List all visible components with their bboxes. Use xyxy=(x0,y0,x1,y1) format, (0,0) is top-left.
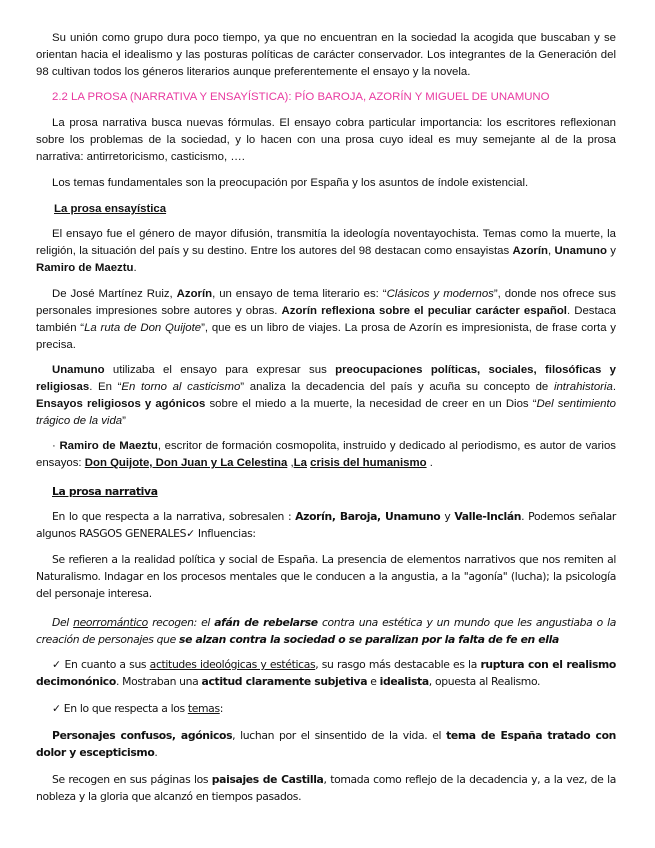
paragraph-azorin: De José Martínez Ruiz, Azorín, un ensayo de tema literario es: “Clásicos y modernos”, donde nos ofrece sus personales impresiones sobre autores y obras. Azorín reflexiona sobre el peculiar carácter español. Destaca también “La ruta de Don Quijote”, que es un libro de viajes. La prosa de Azorín es impresionista, de frase corta y precisa. xyxy=(36,288,617,351)
subheading-prosa-narrativa: La prosa narrativa xyxy=(52,485,158,498)
paragraph-paisajes: Se recogen en sus páginas los paisajes de Castilla, tomada como reflejo de la decadencia y, a la vez, de la nobleza y la gloria que alcanzó en tiempos pasados. xyxy=(36,773,616,803)
check-icon: ✓ xyxy=(186,527,195,540)
paragraph-maeztu: · Ramiro de Maeztu, escritor de formación cosmopolita, instruido y dedicado al periodismo, es autor de varios ensayos: Don Quijote, Don Juan y La Celestina ,La crisis del humanismo . xyxy=(36,440,616,469)
paragraph-unamuno: Unamuno utilizaba el ensayo para expresar sus preocupaciones políticas, sociales, filosóficas y religiosas. En “En torno al casticismo” analiza la decadencia del país y acuña su concepto de intrahistoria. Ensayos religiosos y agónicos sobre el miedo a la muerte, la necesidad de creer en un Dios “Del sentimiento trágico de la vida” xyxy=(36,364,617,427)
paragraph-narrativa-autores: En lo que respecta a la narrativa, sobresalen : Azorín, Baroja, Unamuno y Valle-Inclán. Podemos señalar algunos RASGOS GENERALES✓ Influencias: xyxy=(36,510,616,540)
paragraph-neorromantico: Del neorromántico recogen: el afán de rebelarse contra una estética y un mundo que les angustiaba o la creación de personajes que se alzan contra la sociedad o se paralizan por la falta de fe en ella xyxy=(36,616,616,646)
paragraph-ensayo-difusion: El ensayo fue el género de mayor difusión, transmitía la ideología noventayochista. Temas como la muerte, la religión, la situación del país y su destino. Entre los autores del 98 destacan como ensayistas Azorín, Unamuno y Ramiro de Maeztu. xyxy=(36,228,616,274)
title-ruta-quijote: La ruta de Don Quijote xyxy=(84,322,202,334)
title-clasicos-modernos: Clásicos y modernos xyxy=(386,288,494,300)
author-maeztu: Ramiro de Maeztu xyxy=(36,262,134,274)
paragraph-personajes: Personajes confusos, agónicos, luchan por el sinsentido de la vida. el tema de España tratado con dolor y escepticismo. xyxy=(36,729,616,759)
subheading-prosa-ensayistica: La prosa ensayística xyxy=(54,203,167,215)
paragraph-actitudes: ✓ En cuanto a sus actitudes ideológicas y estéticas, su rasgo más destacable es la ruptura con el realismo decimonónico. Mostraban una actitud claramente subjetiva e idealista, opuesta al Realismo. xyxy=(36,658,616,688)
check-icon: ✓ xyxy=(52,658,62,671)
check-icon: ✓ xyxy=(52,702,61,715)
paragraph-influencias: Se refieren a la realidad política y social de España. La presencia de elementos narrativos que nos remiten al Naturalismo. Indagar en los procesos mentales que le conducen a la angustia, a la "agonía" (lucha); la psicología del personaje interesa. xyxy=(36,553,616,600)
paragraph-temas-label: ✓ En lo que respecta a los temas: xyxy=(52,702,224,715)
paragraph-temas-fundamentales: Los temas fundamentales son la preocupación por España y los asuntos de índole existencial. xyxy=(52,177,529,189)
author-azorin: Azorín xyxy=(512,245,548,257)
author-unamuno: Unamuno xyxy=(554,245,607,257)
title-sentimiento-tragico: Del sentimiento trágico de la vida xyxy=(36,398,617,427)
paragraph-generation-98: Su unión como grupo dura poco tiempo, ya que no encuentran en la sociedad la acogida que buscaban y se orientan hacia el idealismo y las posturas políticas de carácter conservador. Los integrantes de la Generación del 98 cultivan todos los géneros literarios aunque preferentemente el ensayo y la novela. xyxy=(36,32,616,78)
title-crisis-humanismo: crisis del humanismo xyxy=(310,457,427,469)
section-heading-prosa: 2.2 LA PROSA (NARRATIVA Y ENSAYÍSTICA): PÍO BAROJA, AZORÍN Y MIGUEL DE UNAMUNO xyxy=(52,91,550,103)
paragraph-prosa-intro: La prosa narrativa busca nuevas fórmulas. El ensayo cobra particular importancia: los escritores reflexionan sobre los problemas de la sociedad, y lo hacen con una prosa cuyo ideal es muy semejante al de la prosa narrativa: antirretoricismo, casticismo, …. xyxy=(36,117,616,163)
title-en-torno-casticismo: En torno al casticismo xyxy=(121,381,241,393)
title-don-quijote-don-juan: Don Quijote, Don Juan y La Celestina xyxy=(84,457,288,469)
